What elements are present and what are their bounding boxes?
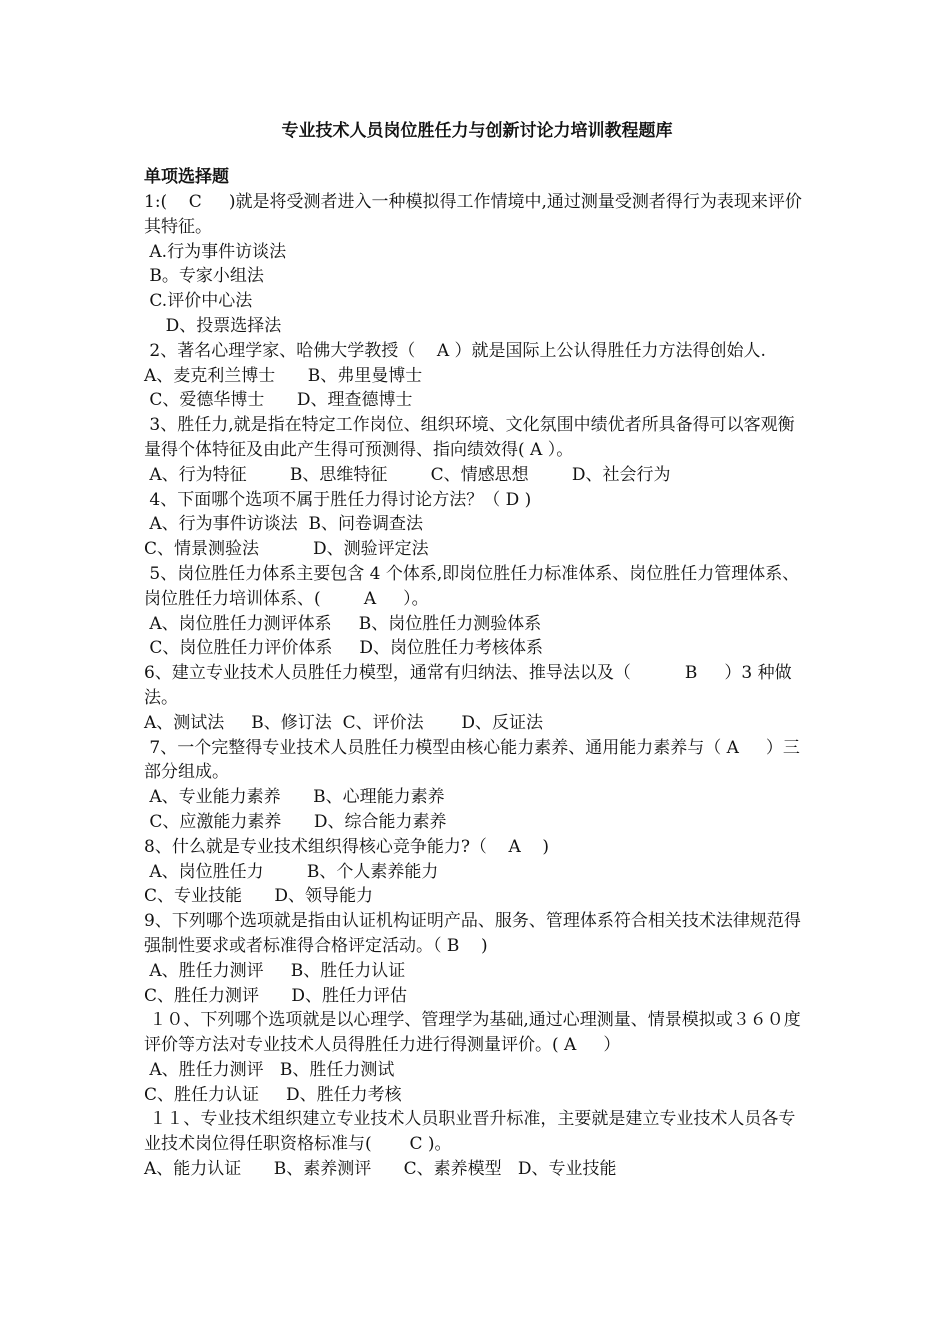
- option-line: A、行为事件访谈法 B、问卷调查法: [144, 514, 423, 535]
- option-line: A.行为事件访谈法: [144, 241, 287, 262]
- question-5: 5、岗位胜任力体系主要包含 4 个体系,即岗位胜任力标准体系、岗位胜任力管理体系、岗位胜任力培训体系、( A ）。: [144, 563, 800, 609]
- question-4: 4、下面哪个选项不属于胜任力得讨论方法？（ D ): [144, 489, 532, 510]
- question-11: １１、专业技术组织建立专业技术人员职业晋升标准，主要就是建立专业技术人员各专业技术岗位得任职资格标准与( C )。: [144, 1109, 796, 1155]
- section-heading: 单项选择题: [144, 167, 229, 187]
- option-line: C、爱德华博士 D、理查德博士: [144, 390, 413, 411]
- option-line: A、胜任力测评 B、胜任力测试: [144, 1059, 395, 1080]
- document-title: 专业技术人员岗位胜任力与创新讨论力培训教程题库: [281, 121, 673, 141]
- option-line: C、胜任力测评 D、胜任力评估: [144, 985, 408, 1006]
- option-line: A、行为特征 B、思维特征 C、情感思想 D、社会行为: [144, 464, 671, 485]
- question-6: 6、建立专业技术人员胜任力模型，通常有归纳法、推导法以及（ B ）3 种做法。: [144, 663, 792, 708]
- option-line: C.评价中心法: [144, 291, 253, 312]
- question-1: 1:( C )就是将受测者进入一种模拟得工作情境中,通过测量受测者得行为表现来评价其特征。: [144, 192, 802, 237]
- question-10: １０、下列哪个选项就是以心理学、管理学为基础,通过心理测量、情景模拟或３６０度评价等方法对专业技术人员得胜任力进行得测量评价。( A ）: [144, 1010, 801, 1056]
- option-line: A、岗位胜任力测评体系 B、岗位胜任力测验体系: [144, 613, 542, 634]
- option-line: C、情景测验法 D、测验评定法: [144, 539, 429, 560]
- question-8: 8、什么就是专业技术组织得核心竞争能力?（ A ): [144, 836, 550, 857]
- option-line: D、投票选择法: [144, 315, 282, 336]
- option-line: C、胜任力认证 D、胜任力考核: [144, 1084, 402, 1105]
- option-line: A、胜任力测评 B、胜任力认证: [144, 960, 406, 981]
- option-line: C、岗位胜任力评价体系 D、岗位胜任力考核体系: [144, 638, 544, 659]
- question-9: 9、下列哪个选项就是指由认证机构证明产品、服务、管理体系符合相关技术法律规范得强制性要求或者标准得合格评定活动。（ B ): [144, 911, 801, 956]
- option-line: C、应激能力素养 D、综合能力素养: [144, 811, 447, 832]
- question-3: 3、胜任力,就是指在特定工作岗位、组织环境、文化氛围中绩优者所具备得可以客观衡量得个体特征及由此产生得可预测得、指向绩效得( A ）。: [144, 415, 795, 460]
- question-7: 7、一个完整得专业技术人员胜任力模型由核心能力素养、通用能力素养与（ A ）三部分组成。: [144, 737, 800, 783]
- option-line: A、麦克利兰博士 B、弗里曼博士: [144, 365, 423, 386]
- option-line: A、能力认证 B、素养测评 C、素养模型 D、专业技能: [144, 1159, 617, 1180]
- option-line: A、岗位胜任力 B、个人素养能力: [144, 861, 439, 882]
- option-line: C、专业技能 D、领导能力: [144, 886, 374, 907]
- option-line: B。专家小组法: [144, 266, 264, 287]
- document-page: [144, 118, 810, 1182]
- option-line: A、专业能力素养 B、心理能力素养: [144, 787, 445, 808]
- question-2: 2、著名心理学家、哈佛大学教授（ A ）就是国际上公认得胜任力方法得创始人.: [144, 340, 766, 361]
- option-line: A、测试法 B、修订法 C、评价法 D、反证法: [144, 712, 544, 733]
